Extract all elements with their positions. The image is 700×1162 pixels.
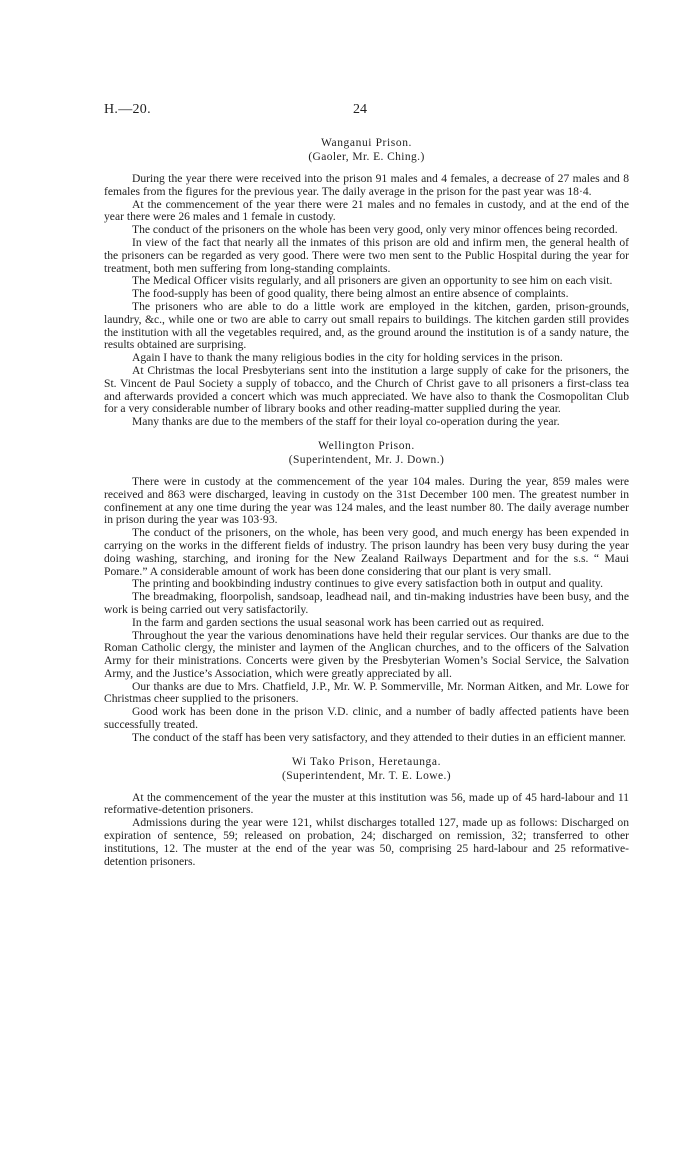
paragraph: There were in custody at the commencement of the year 104 males. During the year, 859 males were received and 863 were discharged, leaving in custody on the 31st December 100 men. The greatest number in confinement at any one time during the year was 124 males, and the least number 80. The daily average number in prison during the year was 103·93. — [104, 474, 629, 527]
section-title: Wanganui Prison. — [320, 137, 413, 149]
paragraph: The conduct of the prisoners on the whole has been very good, only very minor offences being recorded. — [132, 223, 618, 237]
paragraph: Again I have to thank the many religious bodies in the city for holding services in the prison. — [132, 351, 563, 365]
section-subtitle: (Gaoler, Mr. E. Ching.) — [308, 151, 425, 163]
page-header — [0, 102, 700, 122]
section-title: Wellington Prison. — [318, 439, 415, 452]
paragraph: During the year there were received into the prison 91 males and 4 females, a decrease of 27 males and 8 females from the figures for the previous year. The daily average in the prison for the past year was 18·4. — [104, 172, 629, 198]
paragraph: Throughout the year the various denominations have held their regular services. Our thanks are due to the Roman Catholic clergy, the minister and laymen of the Anglican churches, and to the officers of the Salvation Army for their ministrations. Concerts were given by the Presbyterian Women’s Social Service, the Salvation Army, and the Justice’s Association, which were greatly appreciated by all. — [104, 628, 629, 680]
paragraph: The Medical Officer visits regularly, and all prisoners are given an opportunity to see him on each visit. — [132, 274, 613, 288]
paragraph: The prisoners who are able to do a little work are employed in the kitchen, garden, prison-grounds, laundry, &c., while one or two are able to carry out small repairs to buildings. The kitchen garden still provides the institution with all the vegetables required, and, as the ground around the institution is of a sandy nature, the results obtained are surprising. — [104, 299, 629, 352]
section-wi-tako-prison — [104, 755, 629, 869]
page-number: 24 — [353, 102, 367, 117]
paragraph: Our thanks are due to Mrs. Chatfield, J.P., Mr. W. P. Sommerville, Mr. Norman Aitken, and Mr. Lowe for Christmas cheer supplied to the prisoners. — [104, 679, 629, 706]
paragraph: In the farm and garden sections the usual seasonal work has been carried out as required. — [132, 615, 545, 629]
paragraph: At Christmas the local Presbyterians sent into the institution a large supply of cake for the prisoners, the St. Vincent de Paul Society a supply of tobacco, and the Church of Christ gave to all prisoners a first-class tea and afterwards provided a concert which was much appreciated. We have also to thank the Cosmopolitan Club for a very considerable number of library books and other reading-matter supplied during the year. — [104, 363, 629, 416]
paragraph: The conduct of the staff has been very satisfactory, and they attended to their duties in an efficient manner. — [132, 730, 626, 744]
paragraph: Admissions during the year were 121, whilst discharges totalled 127, made up as follows: Discharged on expiration of sentence, 59; released on probation, 24; discharged on remission, 32; transferred to other institutions, 12. The muster at the end of the year was 50, comprising 25 hard-labour and 25 reformative-detention prisoners. — [104, 816, 629, 868]
paragraph: In view of the fact that nearly all the inmates of this prison are old and infirm men, the general health of the prisoners can be regarded as very good. There were two men sent to the Public Hospital during the year for treatment, both men suffering from long-standing complaints. — [104, 235, 629, 275]
section-wellington-prison — [104, 439, 629, 745]
paragraph: The conduct of the prisoners, on the whole, has been very good, and much energy has been expended in carrying on the works in the different fields of industry. The prison laundry has been very busy during the year doing washing, starching, and ironing for the New Zealand Railways Department and for the s.s. “ Maui Pomare.” A considerable amount of work has been done considering that our plant is very small. — [104, 526, 629, 578]
paragraph: Good work has been done in the prison V.D. clinic, and a number of badly affected patients have been successfully treated. — [104, 705, 629, 732]
paragraph: The printing and bookbinding industry continues to give every satisfaction both in output and quality. — [132, 577, 603, 591]
paragraph: At the commencement of the year the muster at this institution was 56, made up of 45 hard-labour and 11 reformative-detention prisoners. — [104, 790, 629, 817]
paragraph: The breadmaking, floorpolish, sandsoap, leadhead nail, and tin-making industries have been busy, and the work is being carried out very satisfactorily. — [104, 590, 629, 616]
section-subtitle: (Superintendent, Mr. J. Down.) — [288, 453, 445, 466]
section-wanganui-prison — [104, 136, 629, 429]
paragraph: The food-supply has been of good quality, there being almost an entire absence of complaints. — [132, 287, 569, 301]
paragraph: Many thanks are due to the members of the staff for their loyal co-operation during the year. — [132, 415, 560, 429]
document-reference: H.—20. — [104, 102, 151, 117]
section-subtitle: (Superintendent, Mr. T. E. Lowe.) — [282, 769, 451, 782]
paragraph: At the commencement of the year there were 21 males and no females in custody, and at the end of the year there were 26 males and 1 female in custody. — [104, 197, 629, 224]
section-title: Wi Tako Prison, Heretaunga. — [291, 755, 442, 768]
document-body — [104, 126, 629, 874]
